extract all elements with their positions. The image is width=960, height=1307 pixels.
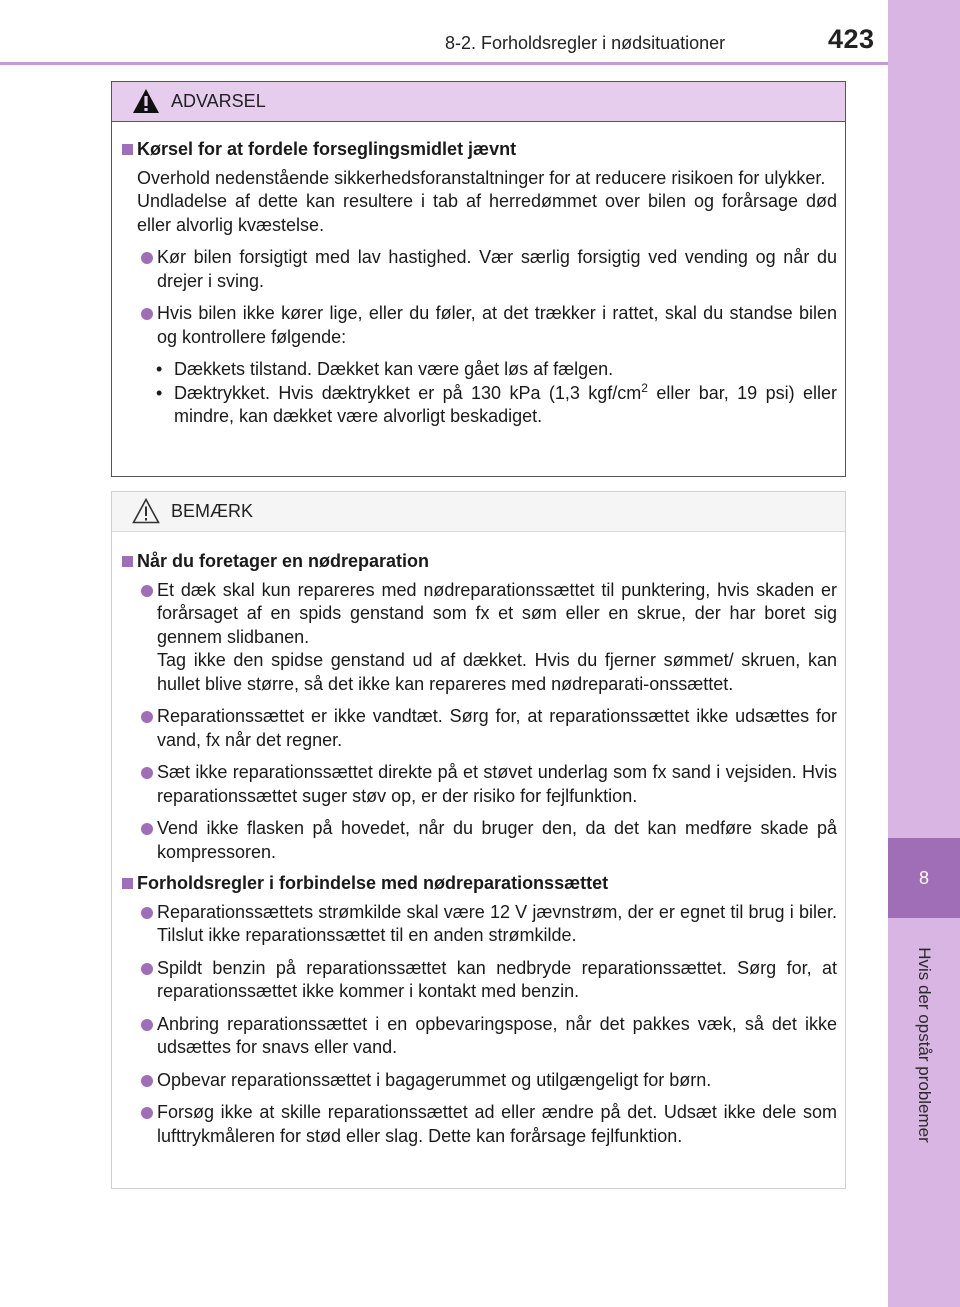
- square-bullet-icon: [122, 144, 133, 155]
- circle-bullet-icon: [141, 711, 153, 723]
- note-bullet: Vend ikke flasken på hovedet, når du bruger den, da det kan medføre skade på kompressoren.: [122, 817, 837, 864]
- chapter-title: Hvis der opstår problemer: [915, 947, 934, 1143]
- section-title: 8-2. Forholdsregler i nødsituationer: [445, 33, 726, 53]
- circle-bullet-icon: [141, 963, 153, 975]
- note-bullet: Et dæk skal kun repareres med nødreparationssættet til punktering, hvis skaden er forårsaget af en spids genstand som fx et søm eller en skrue, der har boret sig gennem slidbanen. Tag ikke den spidse genstand ud af dækket. Hvis du fjerner sømmet/ skruen, kan hullet blive større, så det ikke kan repareres med nødreparati-onssættet.: [122, 579, 837, 697]
- square-bullet-icon: [122, 556, 133, 567]
- warning-sub-item: • Dæktrykket. Hvis dæktrykket er på 130 kPa (1,3 kgf/$cm^2$ eller bar, 19 psi) eller mindre, kan dækket være alvorligt beskadiget.: [156, 380, 837, 426]
- warning-bullet: Kør bilen forsigtigt med lav hastighed. Vær særlig forsigtig ved vending og når du drejer i sving.: [122, 246, 837, 293]
- note-content: [122, 550, 837, 1148]
- circle-bullet-icon: [141, 767, 153, 779]
- note-bullet: Spildt benzin på reparationssættet kan nedbryde reparationssættet. Sørg for, at reparationssættet ikke kommer i kontakt med benzin.: [122, 957, 837, 1004]
- circle-bullet-icon: [141, 1075, 153, 1087]
- circle-bullet-icon: [141, 1019, 153, 1031]
- circle-bullet-icon: [141, 1107, 153, 1119]
- warning-triangle-icon: [132, 88, 160, 114]
- note-box: [111, 491, 846, 1189]
- warning-intro-2: Undladelse af dette kan resultere i tab af herredømmet over bilen og forårsage død eller alvorlig kvæstelse.: [137, 191, 837, 235]
- note-box-header: [112, 492, 845, 532]
- circle-bullet-icon: [141, 907, 153, 919]
- note-heading: Forholdsregler i forbindelse med nødreparationssættet: [122, 872, 837, 896]
- circle-bullet-icon: [141, 308, 153, 320]
- note-heading: Når du foretager en nødreparation: [122, 550, 837, 574]
- warning-heading: Kørsel for at fordele forseglingsmidlet jævnt: [122, 138, 837, 162]
- note-bullet: Reparationssættet er ikke vandtæt. Sørg for, at reparationssættet ikke udsættes for vand, fx når det regner.: [122, 705, 837, 752]
- note-bullet: Forsøg ikke at skille reparationssættet ad eller ændre på det. Udsæt ikke dele som lufttrykmåleren for stød eller slag. Dette kan forårsage fejlfunktion.: [122, 1101, 837, 1148]
- dot-marker: •: [156, 382, 163, 403]
- page-number: 423: [828, 24, 875, 54]
- warning-intro-1: Overhold nedenstående sikkerhedsforanstaltninger for at reducere risikoen for ulykker.: [137, 167, 826, 188]
- square-bullet-icon: [122, 878, 133, 889]
- warning-sub-item: • Dækkets tilstand. Dækket kan være gået løs af fælgen.: [122, 358, 837, 382]
- note-bullet: Opbevar reparationssættet i bagagerummet og utilgængeligt for børn.: [122, 1069, 837, 1093]
- warning-label: ADVARSEL: [171, 91, 266, 111]
- chapter-number: 8: [888, 838, 960, 918]
- header-divider: [0, 62, 888, 65]
- warning-bullet: Hvis bilen ikke kører lige, eller du føler, at det trækker i rattet, skal du standse bilen og kontrollere følgende:: [122, 302, 837, 349]
- circle-bullet-icon: [141, 252, 153, 264]
- warning-content: [122, 138, 837, 429]
- caution-triangle-icon: [132, 498, 160, 524]
- circle-bullet-icon: [141, 585, 153, 597]
- warning-box: [111, 81, 846, 477]
- circle-bullet-icon: [141, 823, 153, 835]
- note-label: BEMÆRK: [171, 501, 254, 521]
- warning-box-header: [112, 82, 845, 122]
- note-bullet: Anbring reparationssættet i en opbevaringspose, når det pakkes væk, så det ikke udsættes for snavs eller vand.: [122, 1013, 837, 1060]
- note-bullet: Sæt ikke reparationssættet direkte på et støvet underlag som fx sand i vejsiden. Hvis reparationssættet suger støv op, er der risiko for fejlfunktion.: [122, 761, 837, 808]
- dot-marker: •: [156, 359, 163, 379]
- note-bullet: Reparationssættets strømkilde skal være 12 V jævnstrøm, der er egnet til brug i biler. Tilslut ikke reparationssættet til en anden strømkilde.: [122, 901, 837, 948]
